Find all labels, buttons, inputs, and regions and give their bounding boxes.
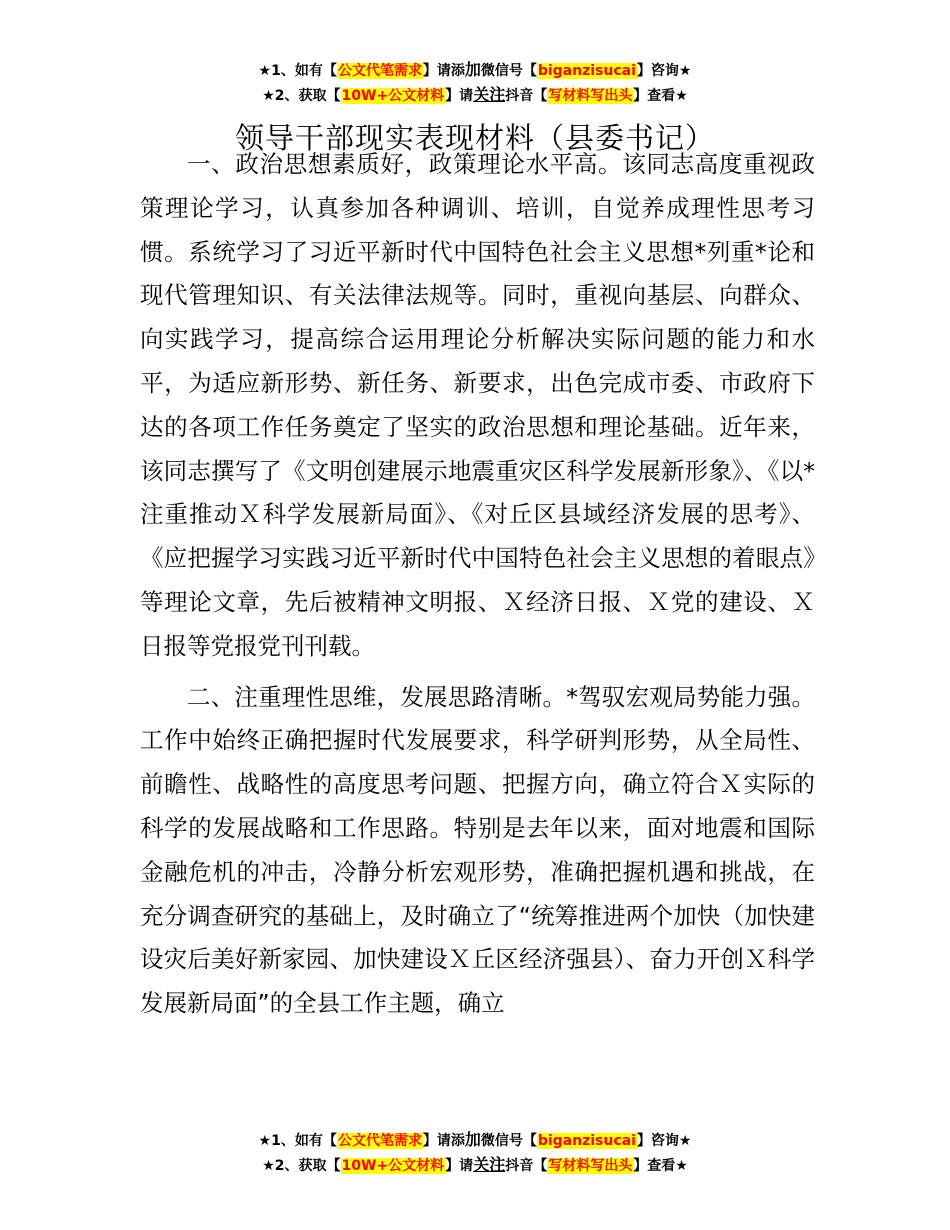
promo-footer-line-1-prefix: ★1、如有【 — [258, 1133, 337, 1149]
promo-footer-wechat-id-highlight: biganzisucai — [537, 1133, 636, 1149]
promo-footer-line-1 — [0, 1128, 950, 1153]
promo-douyin-highlight: 写材料写出头 — [548, 88, 633, 104]
promo-footer-line-2-mid2: 抖音【 — [505, 1158, 548, 1174]
document-title: 领导干部现实表现材料（县委书记） — [234, 121, 715, 155]
promo-footer-line-2-prefix: ★2、获取【 — [262, 1158, 341, 1174]
promo-line-1-mid2: 微信号【 — [480, 63, 537, 79]
promo-footer-writing-service-highlight: 公文代笔需求 — [337, 1133, 422, 1149]
promo-line-2-prefix: ★2、获取【 — [262, 88, 341, 104]
promo-line-1-prefix: ★1、如有【 — [258, 63, 337, 79]
promo-footer-line-1-mid: 】请添 — [422, 1133, 465, 1149]
promo-materials-highlight: 10W+公文材料 — [341, 88, 445, 104]
promo-footer-materials-highlight: 10W+公文材料 — [341, 1158, 445, 1174]
promo-footer-line-2 — [0, 1153, 950, 1178]
promo-line-2-mid2: 抖音【 — [505, 88, 548, 104]
promo-line-2-suffix: 】查看★ — [633, 88, 688, 104]
promo-footer-line-2-suffix: 】查看★ — [633, 1158, 688, 1174]
promo-wechat-id-highlight: biganzisucai — [537, 63, 636, 79]
promo-footer-line-1-mid2: 微信号【 — [480, 1133, 537, 1149]
promo-footer-douyin-highlight: 写材料写出头 — [548, 1158, 633, 1174]
promo-line-1 — [0, 58, 950, 83]
promo-footer-line-2-emphasis: 关注 — [473, 1155, 506, 1174]
promo-writing-service-highlight: 公文代笔需求 — [337, 63, 422, 79]
document-body — [140, 143, 815, 1026]
promo-line-1-mid: 】请添 — [422, 63, 465, 79]
promo-footer-line-1-suffix: 】咨询★ — [636, 1133, 692, 1149]
promo-line-2 — [0, 83, 950, 108]
promo-line-1-suffix: 】咨询★ — [636, 63, 692, 79]
promo-footer-line-1-emphasis: 加 — [464, 1130, 481, 1149]
promo-line-2-emphasis: 关注 — [473, 85, 506, 104]
promo-header — [0, 58, 950, 108]
promo-footer-line-2-mid: 】请 — [445, 1158, 474, 1174]
promo-line-2-mid: 】请 — [445, 88, 474, 104]
promo-line-1-emphasis: 加 — [464, 60, 481, 79]
paragraph-political-quality: 一、政治思想素质好，政策理论水平高。该同志高度重视政策理论学习，认真参加各种调训、培训，自觉养成理性思考习惯。系统学习了习近平新时代中国特色社会主义思想*列重*论和现代管理知识、有关法律法规等。同时，重视向基层、向群众、向实践学习，提高综合运用理论分析解决实际问题的能力和水平，为适应新形势、新任务、新要求，出色完成市委、市政府下达的各项工作任务奠定了坚实的政治思想和理论基础。近年来，该同志撰写了《文明创建展示地震重灾区科学发展新形象》、《以*注重推动Ｘ科学发展新局面》、《对丘区县域经济发展的思考》、《应把握学习实践习近平新时代中国特色社会主义思想的着眼点》等理论文章，先后被精神文明报、Ｘ经济日报、Ｘ党的建设、Ｘ日报等党报党刊刊载。 — [140, 150, 815, 660]
promo-footer — [0, 1128, 950, 1178]
paragraph-rational-thinking: 二、注重理性思维，发展思路清晰。*驾驭宏观局势能力强。工作中始终正确把握时代发展要求，科学研判形势，从全局性、前瞻性、战略性的高度思考问题、把握方向，确立符合Ｘ实际的科学的发展战略和工作思路。特别是去年以来，面对地震和国际金融危机的冲击，冷静分析宏观形势，准确把握机遇和挑战，在充分调查研究的基础上，及时确立了“统筹推进两个加快（加快建设灾后美好新家园、加快建设Ｘ丘区经济强县）、奋力开创Ｘ科学发展新局面”的全县工作主题，确立 — [140, 682, 815, 1018]
